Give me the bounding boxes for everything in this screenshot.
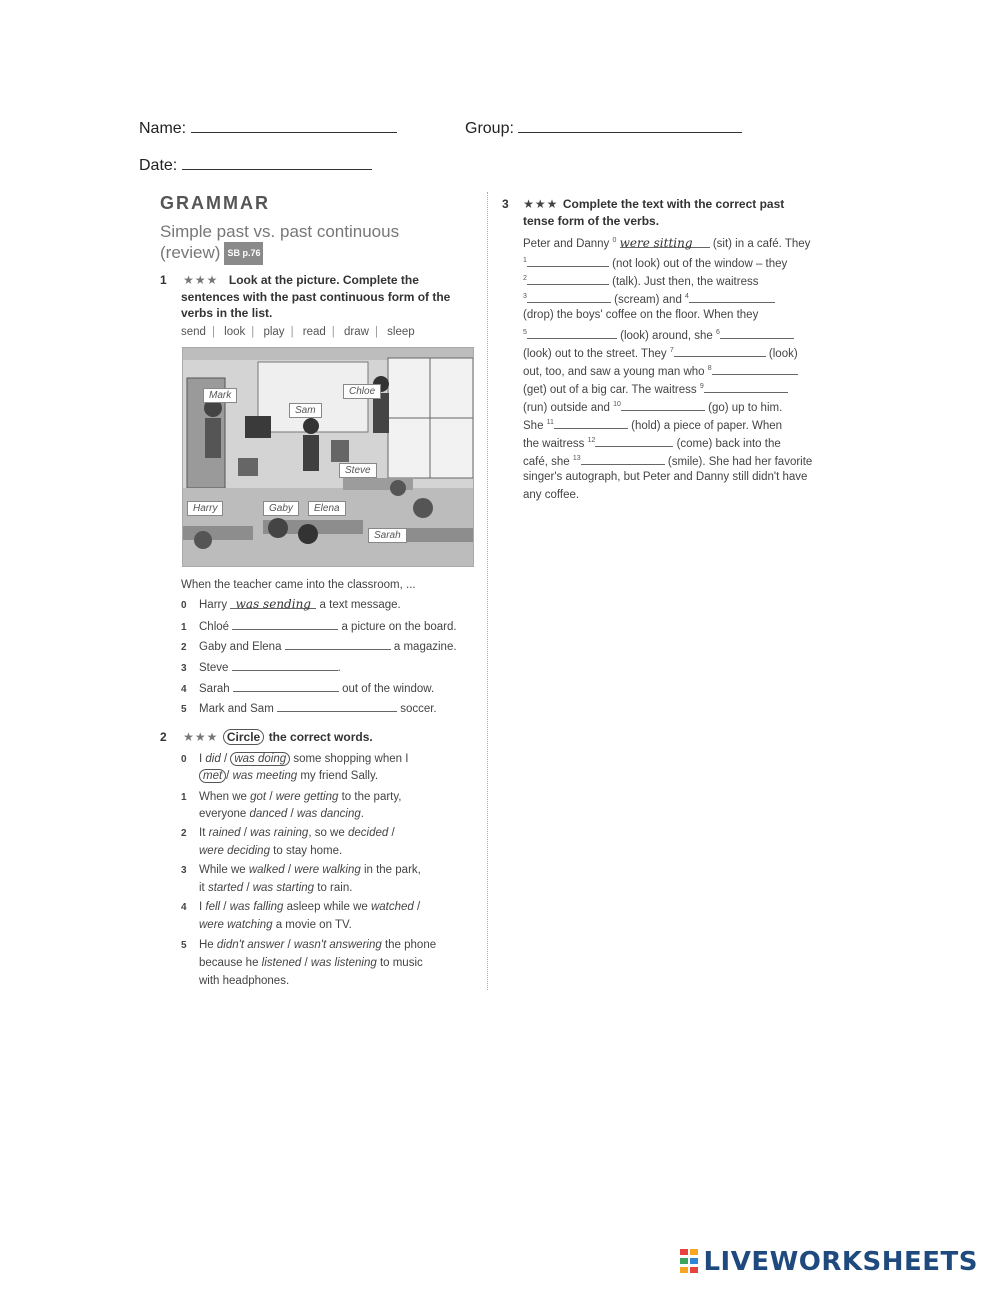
exercise-3-line: café, she $^{13}$ (smile). She had her favorite — [523, 453, 812, 468]
exercise-2-item-line3: with headphones. — [199, 975, 290, 987]
exercise-2-heading: 2 ★★★ Circle the correct words. — [160, 730, 373, 744]
option[interactable]: watched — [370, 901, 414, 913]
word-item: play — [263, 326, 285, 338]
answer-blank[interactable] — [527, 327, 617, 339]
exercise-1-item: 3 Steve . — [181, 659, 341, 674]
option[interactable]: danced — [249, 808, 288, 820]
exercise-2-item: 2 It rained / was raining, so we decided / — [181, 827, 395, 839]
picture-label-chloe: Chloe — [343, 384, 381, 399]
exercise-3-line: $^1$ (not look) out of the window – they — [523, 255, 787, 270]
word-item: look — [224, 326, 246, 338]
exercise-2-item: 3 While we walked / were walking in the park, — [181, 864, 421, 876]
exercise-1-instruction-1: Look at the picture. Complete the — [228, 273, 419, 287]
option[interactable]: listened — [261, 957, 302, 969]
exercise-2-item: 0 I did / was doing some shopping when I — [181, 753, 409, 765]
exercise-3-line: (look) out to the street. They $^7$ (look) — [523, 345, 798, 360]
exercise-3-line: singer's autograph, but Peter and Danny still didn't have — [523, 471, 808, 483]
exercise-3-line: She $^{11}$ (hold) a piece of paper. When — [523, 417, 782, 432]
date-blank[interactable] — [182, 155, 372, 170]
option[interactable]: was meeting — [232, 770, 298, 782]
option[interactable]: were watching — [199, 919, 273, 931]
exercise-2-item-line2: it started / was starting to rain. — [199, 882, 353, 894]
exercise-1-instruction-3: verbs in the list. — [181, 306, 273, 320]
answer-blank[interactable] — [581, 453, 665, 465]
option[interactable]: rained — [208, 827, 241, 839]
exercise-1-number: 1 — [160, 273, 167, 287]
exercise-2-item-line2: were deciding to stay home. — [199, 845, 343, 857]
exercise-1-instruction-2: sentences with the past continuous form of the — [181, 290, 451, 304]
option-circled[interactable]: met — [199, 769, 226, 783]
answer-blank[interactable]: were sitting — [620, 236, 710, 248]
subtitle-line1: Simple past vs. past continuous — [160, 222, 400, 241]
word-item: sleep — [387, 326, 415, 338]
option[interactable]: was listening — [310, 957, 377, 969]
answer-blank[interactable] — [232, 618, 338, 630]
option[interactable]: decided — [347, 827, 389, 839]
answer-blank[interactable] — [277, 700, 397, 712]
option-circled[interactable]: was doing — [230, 752, 290, 766]
exercise-2-item: 4 I fell / was falling asleep while we watched / — [181, 901, 421, 913]
sb-reference-badge: SB p.76 — [224, 242, 263, 265]
exercise-3-line: $^5$ (look) around, she $^6$ — [523, 327, 794, 342]
picture-label-sam: Sam — [289, 403, 322, 418]
classroom-illustration — [183, 348, 473, 566]
option[interactable]: started — [207, 882, 244, 894]
stars-icon: ★★★ — [183, 273, 219, 287]
answer-blank[interactable] — [720, 327, 794, 339]
exercise-3-heading: 3 ★★★ Complete the text with the correct past tense form of the verbs. — [502, 197, 785, 228]
option[interactable]: got — [250, 791, 267, 803]
exercise-1-item: 4 Sarah out of the window. — [181, 680, 434, 695]
answer-blank[interactable] — [527, 273, 609, 285]
logo-blocks-icon — [680, 1249, 700, 1275]
option[interactable]: was starting — [252, 882, 315, 894]
answer-blank[interactable] — [233, 680, 339, 692]
answer-blank[interactable] — [554, 417, 628, 429]
date-label: Date: — [139, 157, 178, 174]
logo-text: LIVEWORKSHEETS — [703, 1247, 978, 1277]
exercise-2-item-line2: everyone danced / was dancing. — [199, 808, 364, 820]
option[interactable]: fell — [205, 901, 221, 913]
exercise-3-line: the waitress $^{12}$ (come) back into the — [523, 435, 781, 450]
exercise-1-item: 1 Chloé a picture on the board. — [181, 618, 457, 633]
answer-blank[interactable] — [527, 291, 611, 303]
name-label: Name: — [139, 120, 187, 137]
subtitle-line2: (review) — [160, 243, 221, 262]
liveworksheets-logo — [680, 1247, 978, 1277]
section-title: GRAMMAR — [160, 193, 270, 213]
word-item: send — [181, 326, 206, 338]
picture-label-mark: Mark — [203, 388, 237, 403]
answer-blank[interactable] — [595, 435, 673, 447]
answer-blank[interactable] — [232, 659, 338, 671]
date-field[interactable] — [139, 155, 372, 175]
word-item: read — [302, 326, 326, 338]
option[interactable]: walked — [248, 864, 285, 876]
exercise-3-line: (drop) the boys' coffee on the floor. When they — [523, 309, 759, 321]
word-item: draw — [344, 326, 369, 338]
exercise-1-heading — [160, 271, 460, 321]
picture-label-harry: Harry — [187, 501, 223, 516]
exercise-2-item-line2: because he listened / was listening to music — [199, 957, 423, 969]
answer-blank[interactable] — [674, 345, 766, 357]
option[interactable]: were deciding — [199, 845, 270, 857]
answer-blank[interactable] — [621, 399, 705, 411]
answer-blank[interactable] — [285, 638, 391, 650]
exercise-3-line: (get) out of a big car. The waitress $^9$ — [523, 381, 788, 396]
exercise-3-line: $^3$ (scream) and $^4$ — [523, 291, 775, 306]
option[interactable]: was dancing — [296, 808, 361, 820]
option[interactable]: was raining — [250, 827, 309, 839]
group-label: Group: — [465, 120, 514, 137]
exercise-2-item: 5 He didn't answer / wasn't answering the phone — [181, 939, 437, 951]
picture-label-elena: Elena — [308, 501, 346, 516]
exercise-1-item: 0 Harry was sending a text message. — [181, 597, 401, 611]
exercise-2-item: 1 When we got / were getting to the party, — [181, 791, 402, 803]
option[interactable]: was falling — [229, 901, 284, 913]
lesson-subtitle — [160, 221, 440, 265]
column-divider — [487, 192, 488, 990]
stars-icon: ★★★ — [523, 197, 559, 211]
exercise-2-item-line2: met / was meeting my friend Sally. — [199, 770, 378, 782]
option[interactable]: wasn't answering — [293, 939, 382, 951]
word-list: send | look | play | read | draw | sleep — [181, 326, 415, 338]
exercise-2-item-line2: were watching a movie on TV. — [199, 919, 352, 931]
stars-icon: ★★★ — [183, 730, 219, 744]
name-field[interactable] — [139, 118, 397, 138]
picture-label-gaby: Gaby — [263, 501, 299, 516]
exercise-1-intro: When the teacher came into the classroom, ... — [181, 579, 416, 591]
option[interactable]: were walking — [294, 864, 361, 876]
exercise-1-item: 2 Gaby and Elena a magazine. — [181, 638, 457, 653]
answer-blank[interactable] — [704, 381, 788, 393]
circle-word: Circle — [223, 729, 264, 745]
exercise-1-item: 5 Mark and Sam soccer. — [181, 700, 437, 715]
answer-blank[interactable] — [712, 363, 798, 375]
group-blank[interactable] — [518, 118, 742, 133]
exercise-3-line: $^2$ (talk). Just then, the waitress — [523, 273, 758, 288]
exercise-3-line: out, too, and saw a young man who $^8$ — [523, 363, 798, 378]
picture-label-steve: Steve — [339, 463, 377, 478]
answer-blank[interactable] — [689, 291, 775, 303]
answer-blank[interactable] — [527, 255, 609, 267]
exercise-3-line: any coffee. — [523, 489, 580, 501]
option[interactable]: were getting — [275, 791, 339, 803]
picture-label-sarah: Sarah — [368, 528, 407, 543]
option[interactable]: didn't answer — [216, 939, 285, 951]
exercise-3-line: (run) outside and $^{10}$ (go) up to him. — [523, 399, 782, 414]
classroom-picture — [182, 347, 474, 567]
name-blank[interactable] — [191, 118, 397, 133]
option[interactable]: did — [205, 753, 221, 765]
answer-blank[interactable]: was sending — [230, 597, 316, 609]
group-field[interactable] — [465, 118, 742, 138]
exercise-3-line: Peter and Danny $^0$ were sitting (sit) in a café. They — [523, 236, 811, 250]
